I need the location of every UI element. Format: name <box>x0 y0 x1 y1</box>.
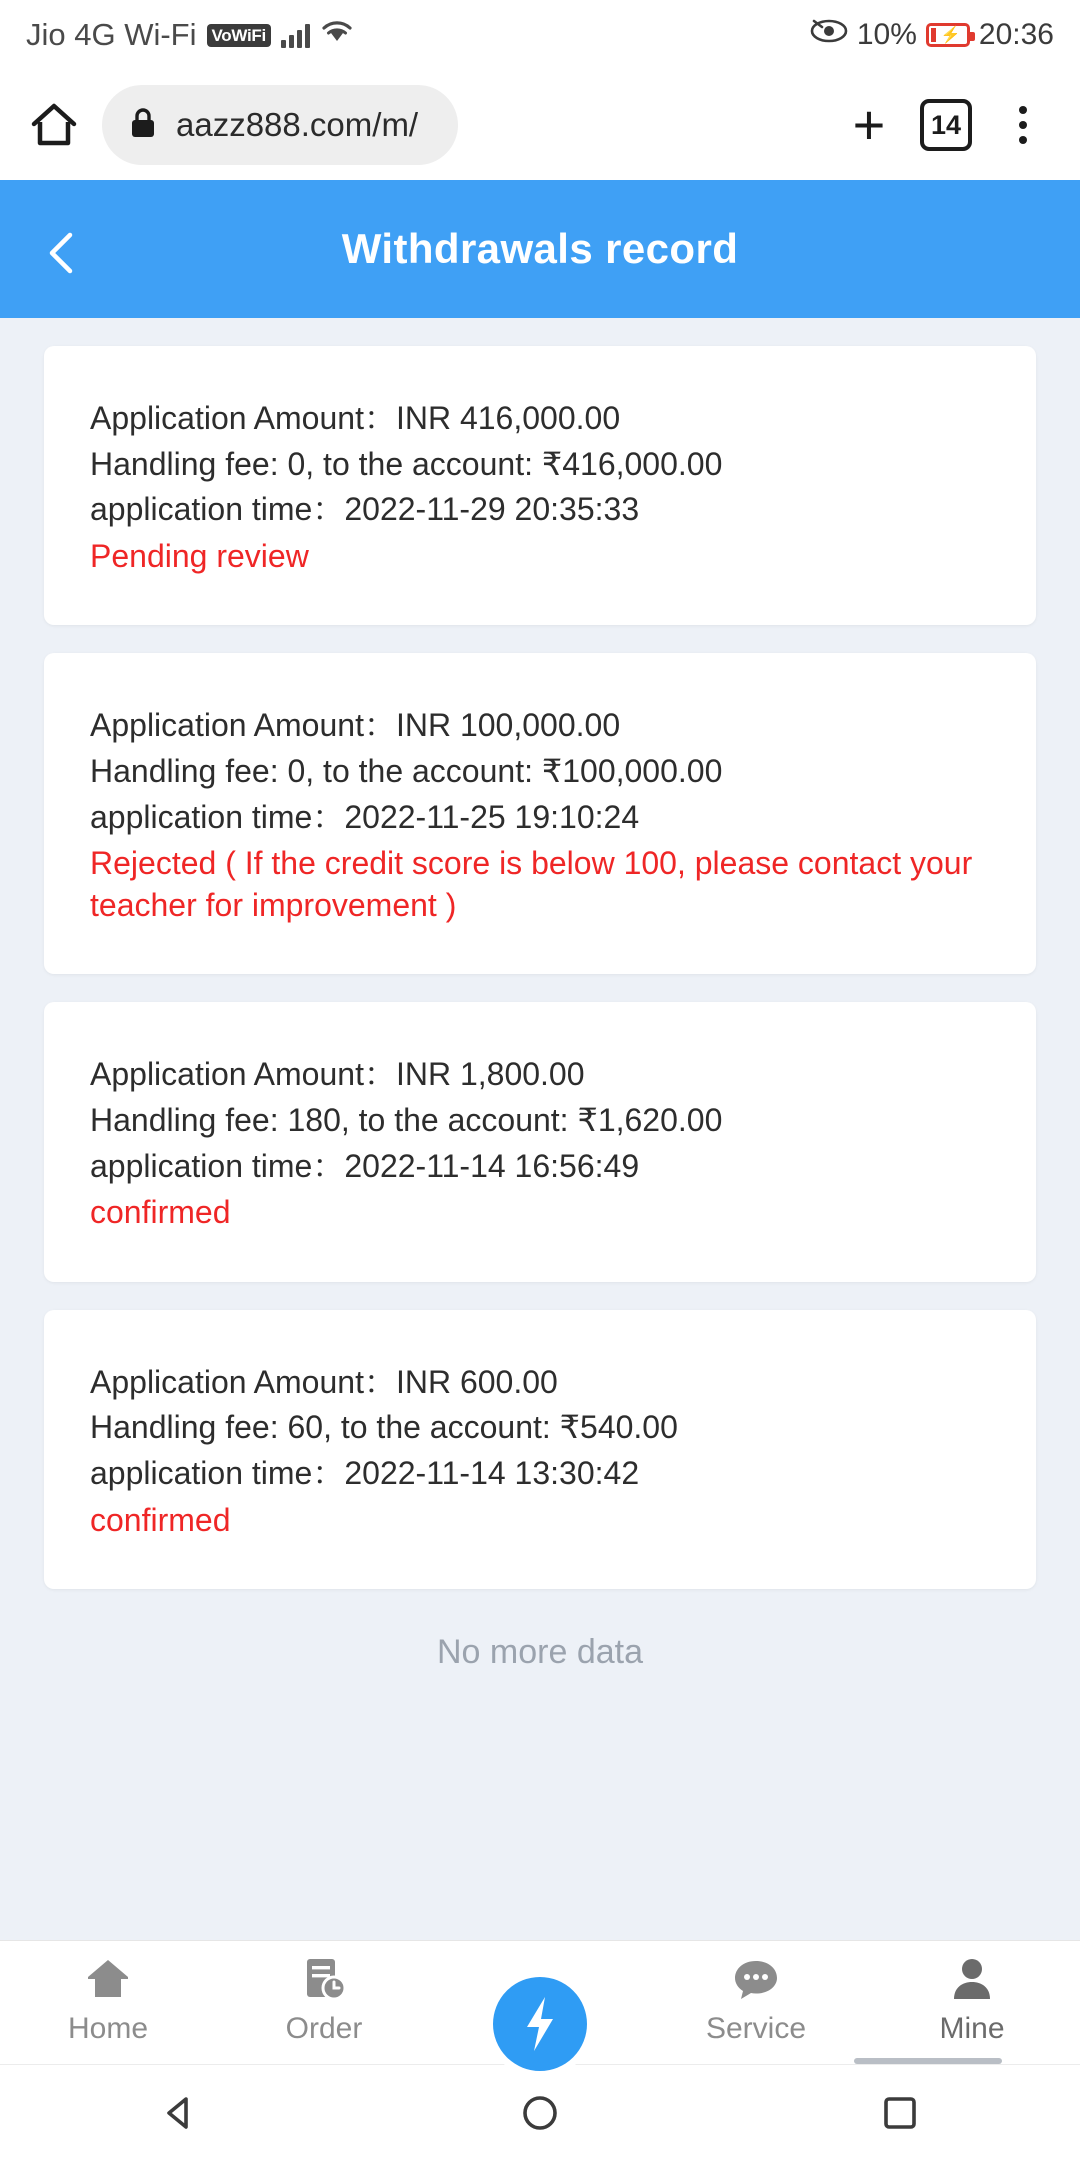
page-header <box>0 180 1080 318</box>
order-icon <box>300 1955 348 2006</box>
nav-label-mine: Mine <box>939 2012 1005 2045</box>
handling-fee: Handling fee: 0, to the account: ₹100,000.00 <box>90 752 723 789</box>
page-title: Withdrawals record <box>341 225 739 272</box>
tab-switcher-icon[interactable]: 14 <box>920 99 972 151</box>
vowifi-icon: VoWiFi <box>207 24 271 47</box>
home-icon <box>84 1955 132 2006</box>
signal-bars-icon <box>281 22 310 48</box>
application-time: application time：2022-11-14 16:56:49 <box>90 1147 640 1184</box>
battery-percent-label: 10% <box>856 18 917 51</box>
eye-icon <box>810 18 848 52</box>
withdrawals-list[interactable] <box>0 318 1080 2160</box>
nav-item-service[interactable] <box>648 1941 864 2046</box>
carrier-label: Jio 4G Wi-Fi <box>26 17 197 52</box>
person-icon <box>948 1955 996 2006</box>
application-time: application time：2022-11-25 19:10:24 <box>90 798 640 835</box>
browser-toolbar <box>0 70 1080 180</box>
withdrawal-record-card[interactable] <box>44 1310 1036 1589</box>
withdrawal-record-card[interactable] <box>44 1002 1036 1281</box>
application-amount: Application Amount：INR 1,800.00 <box>90 1056 585 1093</box>
back-chevron-icon[interactable] <box>42 229 82 269</box>
list-footer-label: No more data <box>437 1633 643 1672</box>
withdrawal-record-card[interactable] <box>44 346 1036 625</box>
lightning-bolt-icon[interactable] <box>486 1970 594 2078</box>
nav-item-mine[interactable] <box>864 1941 1080 2046</box>
nav-label-order: Order <box>285 2012 363 2045</box>
clock-label: 20:36 <box>978 18 1054 51</box>
new-tab-icon[interactable]: + <box>852 93 886 156</box>
nav-label-service: Service <box>705 2012 807 2045</box>
chat-icon <box>732 1955 780 2006</box>
application-amount: Application Amount：INR 100,000.00 <box>90 707 621 744</box>
status-badge: Rejected ( If the credit score is below 100, please contact your teacher for improvement ) <box>90 845 973 923</box>
nav-item-home[interactable] <box>0 1941 216 2046</box>
circle-home-icon[interactable] <box>480 2091 600 2135</box>
withdrawal-record-card[interactable] <box>44 653 1036 974</box>
battery-icon: ⚡ <box>926 23 970 47</box>
system-navigation-bar <box>0 2064 1080 2160</box>
status-badge: Pending review <box>90 537 309 574</box>
square-recents-icon[interactable] <box>840 2091 960 2135</box>
status-bar-left <box>26 17 354 53</box>
application-amount: Application Amount：INR 416,000.00 <box>90 400 621 436</box>
address-bar[interactable] <box>102 85 458 165</box>
application-time: application time：2022-11-14 13:30:42 <box>90 1454 640 1491</box>
application-time: application time：2022-11-29 20:35:33 <box>90 491 640 528</box>
status-badge: confirmed <box>90 1501 231 1538</box>
triangle-back-icon[interactable] <box>120 2091 240 2135</box>
nav-label-home: Home <box>67 2012 149 2045</box>
handling-fee: Handling fee: 180, to the account: ₹1,620.00 <box>90 1101 723 1138</box>
home-icon[interactable] <box>26 97 82 153</box>
handling-fee: Handling fee: 0, to the account: ₹416,000.00 <box>90 445 723 482</box>
status-bar <box>0 0 1080 70</box>
lock-icon <box>128 106 158 145</box>
wifi-icon <box>320 17 354 53</box>
status-badge: confirmed <box>90 1194 231 1231</box>
overflow-menu-icon[interactable] <box>992 106 1054 144</box>
nav-item-order[interactable] <box>216 1941 432 2046</box>
url-text: aazz888.com/m/ <box>176 106 419 143</box>
application-amount: Application Amount：INR 600.00 <box>90 1363 558 1400</box>
handling-fee: Handling fee: 60, to the account: ₹540.00 <box>90 1409 678 1446</box>
status-bar-right <box>810 18 1054 52</box>
